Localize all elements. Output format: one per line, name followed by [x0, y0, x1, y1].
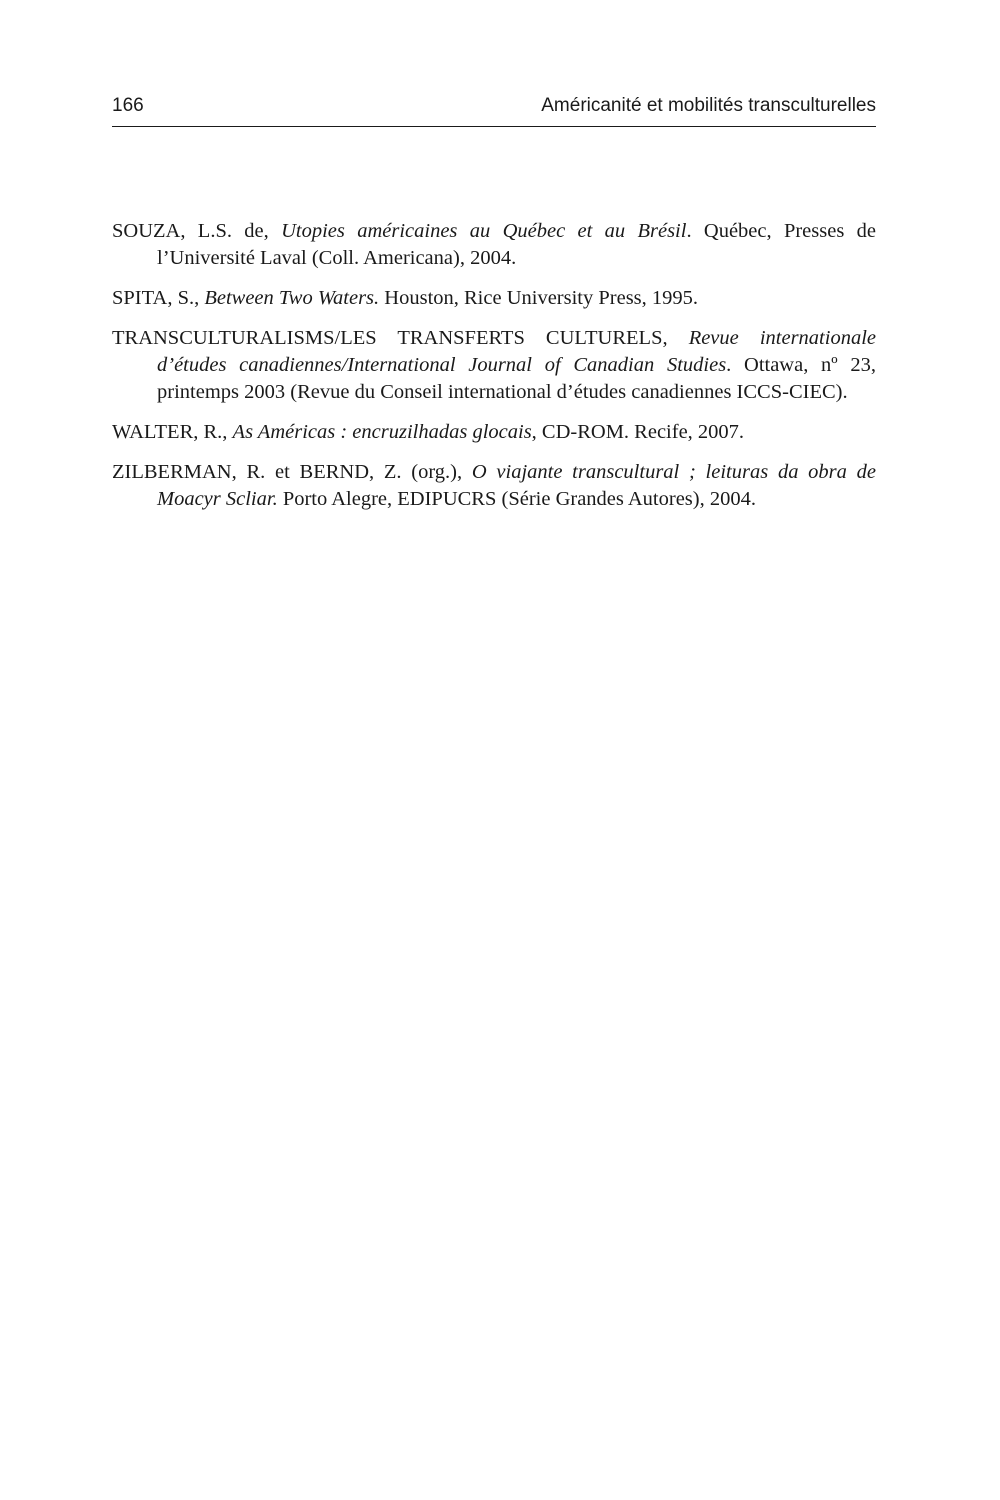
reference-text: WALTER, R.,	[112, 421, 233, 443]
reference-zilberman	[112, 459, 876, 513]
reference-title: Utopies américaines au Québec et au Brésil	[281, 220, 687, 242]
reference-text: Houston, Rice University Press, 1995.	[379, 287, 699, 309]
reference-transculturalisms	[112, 325, 876, 406]
reference-text: . Ottawa, nº 23, printemps 2003 (Revue du Conseil international d’études canadiennes ICCS-CIEC).	[157, 354, 876, 403]
reference-walter	[112, 419, 876, 446]
reference-souza	[112, 218, 876, 272]
reference-text: SPITA, S.,	[112, 287, 205, 309]
running-head	[112, 92, 876, 127]
reference-text: SOUZA, L.S. de,	[112, 220, 282, 242]
reference-title: O viajante transcultural ; leituras da obra de Moacyr Scliar.	[157, 461, 876, 510]
running-title: Américanité et mobilités transculturelles	[541, 95, 876, 116]
reference-text: . Québec, Presses de l’Université Laval (Coll. Americana), 2004.	[157, 220, 876, 269]
reference-text: Porto Alegre, EDIPUCRS (Série Grandes Autores), 2004.	[277, 488, 756, 510]
reference-title: As Américas : encruzilhadas glocais	[232, 421, 532, 443]
reference-text: , CD-ROM. Recife, 2007.	[531, 421, 745, 443]
reference-list	[112, 218, 876, 526]
reference-text: ZILBERMAN, R. et BERND, Z. (org.),	[112, 461, 472, 483]
reference-title: Between Two Waters.	[204, 287, 380, 309]
reference-text: TRANSCULTURALISMS/LES TRANSFERTS CULTURELS,	[112, 327, 689, 349]
page-number: 166	[112, 95, 144, 116]
reference-title: Revue internationale d’études canadiennes/International Journal of Canadian Studies	[157, 327, 876, 376]
reference-spita	[112, 285, 876, 312]
